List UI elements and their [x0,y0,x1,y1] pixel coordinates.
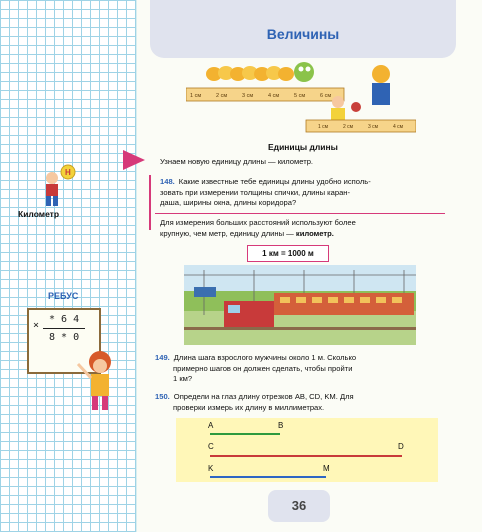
point-B-label: B [278,421,284,430]
task-148 [160,177,450,209]
boy-with-h-badge-icon [38,164,78,208]
point-D-label: D [398,442,404,451]
task-148-line-3: даша, ширины окна, длины коридора? [160,198,297,207]
ruler-top-label-4: 4 см [268,93,280,99]
page-number: 36 [268,490,330,522]
rebus-label: РЕБУС [48,291,79,301]
task-148-line-2: зовать при измерении толщины спички, длины каран- [160,187,351,197]
point-A-label: A [208,421,214,430]
task-148-marker [149,175,151,230]
ruler-bottom-label-2: 2 см [343,124,354,130]
rebus-row-2: 8 * 0 [49,332,80,343]
task-149-line-3: 1 км? [173,374,193,383]
task-150-line-1: Определи на глаз длину отрезков AB, CD, KM. Для [173,392,354,401]
pointer-triangle-icon [123,150,145,170]
task-149-number: 149. [155,353,170,362]
info-divider [155,213,445,214]
ruler-top-label-1: 1 см [190,93,202,99]
girl-pointer-icon [76,350,124,412]
caterpillar-icon [206,62,314,82]
chapter-title: Величины [266,26,340,42]
caterpillar-ruler-illustration [186,62,416,134]
formula-box: 1 км = 1000 м [247,245,329,262]
segment-CD [210,455,402,457]
svg-text:H: H [65,168,71,177]
ruler-top-label-6: 6 см [320,93,332,99]
segment-AB [210,433,280,435]
task-150 [155,392,455,413]
ruler-bottom-label-3: 3 см [368,124,379,130]
section-title: Единицы длины [268,142,338,152]
task-150-line-2: проверки измерь их длину в миллиметрах. [173,402,325,412]
segments-panel [176,418,438,482]
rebus-multiply-sign: × [33,320,40,331]
left-margin-grid [0,0,136,532]
point-C-label: C [208,442,214,451]
task-149-line-2: примерно шагов он должен сделать, чтобы пройти [173,363,353,373]
ruler-bottom-label-4: 4 см [393,124,404,130]
train-illustration [184,265,416,345]
intro-text: Узнаем новую единицу длины — километр. [160,157,314,166]
chapter-header [150,0,456,58]
rebus-divider [43,328,85,329]
ruler-bottom-label-1: 1 см [318,124,329,130]
task-148-number: 148. [160,177,175,186]
info-text [160,218,450,239]
ruler-top-label-2: 2 см [216,93,228,99]
point-K-label: K [208,464,214,473]
info-line-1: Для измерения больших расстояний используют более [160,218,356,227]
info-line-2: крупную, чем метр, единицу длины — [160,228,294,238]
dog-detective-icon [351,65,390,112]
task-149 [155,353,455,385]
ruler-top-label-3: 3 см [242,93,254,99]
info-highlight: километр. [295,228,334,238]
task-149-line-1: Длина шага взрослого мужчины около 1 м. Сколько [173,353,357,362]
task-148-line-1: Какие известные тебе единицы длины удобно исполь- [178,177,371,186]
rebus-row-1: * 6 4 [49,314,80,325]
kilometer-label: Километр [18,209,60,219]
ruler-top-label-5: 5 см [294,93,306,99]
point-M-label: M [323,464,330,473]
segment-KM [210,476,326,478]
task-150-number: 150. [155,392,170,401]
